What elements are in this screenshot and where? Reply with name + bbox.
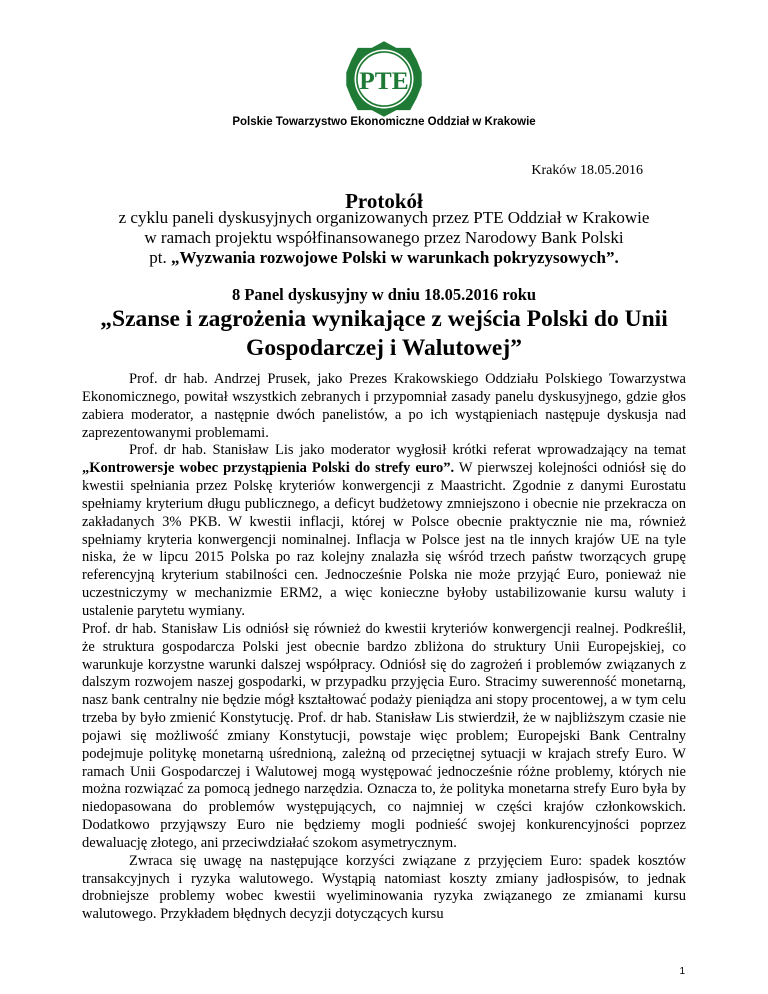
main-heading: [0, 305, 768, 363]
document-date: Kraków 18.05.2016: [531, 163, 643, 178]
main-heading-line-2: Gospodarczej i Walutowej”: [246, 335, 522, 361]
paragraph-3: Prof. dr hab. Stanisław Lis odniósł się również do kwestii kryteriów konwergencji realnej. Podkreślił, że struktura gospodarcza Polski jest obecnie bardzo zbliżona do struktury Unii Europejskiej, co warunkuje korzystne warunki dalszej współpracy. Odniósł się do zagrożeń i problemów związanych z dalszym rozwojem naszej gospodarki, w przypadku przyjęcia Euro. Stracimy suwerenność monetarną, nasz bank centralny nie będzie mógł kształtować podaży pieniądza ani stopy procentowej, a w tym celu trzeba by było zmienić Konstytucję. Prof. dr hab. Stanisław Lis stwierdził, że w najbliższym czasie nie pojawi się możliwość zmiany Konstytucji, powstaje więc problem; Europejski Bank Centralny podejmuje politykę monetarną uśrednioną, zależną od przeciętnej sytuacji w krajach strefy Euro. W ramach Unii Gospodarczej i Walutowej mogą występować jednocześnie różne problemy, których nie można rozwiązać za pomocą jednego narzędzia. Oznacza to, że polityka monetarna strefy Euro była by niedopasowana do problemów występujących, co najmniej w części krajów członkowskich. Dodatkowo przyjąwszy Euro nie będziemy mogli podnieść swojej konkurencyjności poprzez dewaluację złotego, ani przeciwdziałać szokom asymetrycznym.: [82, 620, 686, 851]
paragraph-2: [82, 442, 686, 620]
panel-date-line: 8 Panel dyskusyjny w dniu 18.05.2016 roku: [231, 285, 537, 304]
paragraph-1: Prof. dr hab. Andrzej Prusek, jako Prezes Krakowskiego Oddziału Polskiego Towarzystwa Ekonomicznego, powitał wszystkich zebranych i przypomniał zasady panelu dyskusyjnego, gdzie głos zabiera moderator, a następnie dwóch panelistów, a po ich wystąpieniach następuje dyskusja nad zaprezentowanymi problemami.: [82, 371, 686, 441]
pte-logo: [343, 38, 425, 120]
body-text: [82, 371, 686, 924]
document-title: Protokół: [345, 189, 423, 213]
subtitle-line-1: z cyklu paneli dyskusyjnych organizowanych przez PTE Oddział w Krakowie: [118, 208, 650, 227]
project-title: „Wyzwania rozwojowe Polski w warunkach pokryzysowych”.: [171, 248, 619, 267]
subtitle-prefix: pt.: [149, 248, 172, 267]
subtitle-line-2: w ramach projektu współfinansowanego przez Narodowy Bank Polski: [144, 228, 624, 247]
logo-text: PTE: [359, 66, 409, 95]
paragraph-2-intro: Prof. dr hab. Stanisław Lis jako moderator wygłosił krótki referat wprowadzający na temat: [129, 442, 686, 459]
paragraph-4: Zwraca się uwagę na następujące korzyści związane z przyjęciem Euro: spadek kosztów transakcyjnych i ryzyka walutowego. Wystąpią natomiast koszty zmiany jadłospisów, to jednak drobniejsze problemy wobec kwestii wyeliminowania ryzyka związanego ze zmianami kursu walutowego. Przykładem błędnych decyzji dotyczących kursu: [82, 852, 686, 923]
page-number: 1: [679, 966, 685, 977]
organization-name: Polskie Towarzystwo Ekonomiczne Oddział w Krakowie: [232, 116, 536, 128]
main-heading-line-1: „Szanse i zagrożenia wynikające z wejścia Polski do Unii: [100, 306, 668, 332]
referat-title: „Kontrowersje wobec przystąpienia Polski do strefy euro”.: [82, 460, 455, 477]
paragraph-2-rest: W pierwszej kolejności odniósł się do kwestii spełniania przez Polskę kryteriów konwergencji z Maastricht. Zgodnie z danymi Eurostatu spełniamy kryterium długu publicznego, a deficyt budżetowy zmniejszono i obecnie nie przekracza on zakładanych 3% PKB. W kwestii inflacji, której w Polsce obecnie praktycznie nie ma, również spełniamy kryteria konwergencji nominalnej. Inflacja w Polsce jest na tle innych krajów UE na tyle niska, że w lipcu 2015 Polska po raz kolejny znalazła się wśród trzech państw tworzących grupę referencyjną kryterium stabilności cen. Jednocześnie Polska nie może przyjąć Euro, ponieważ nie uczestniczymy w mechanizmie ERM2, a więc konieczne byłoby ustabilizowanie kursu waluty i ustalenie parytetu wymiany.: [82, 460, 686, 619]
subtitle-line-3: [0, 248, 768, 268]
